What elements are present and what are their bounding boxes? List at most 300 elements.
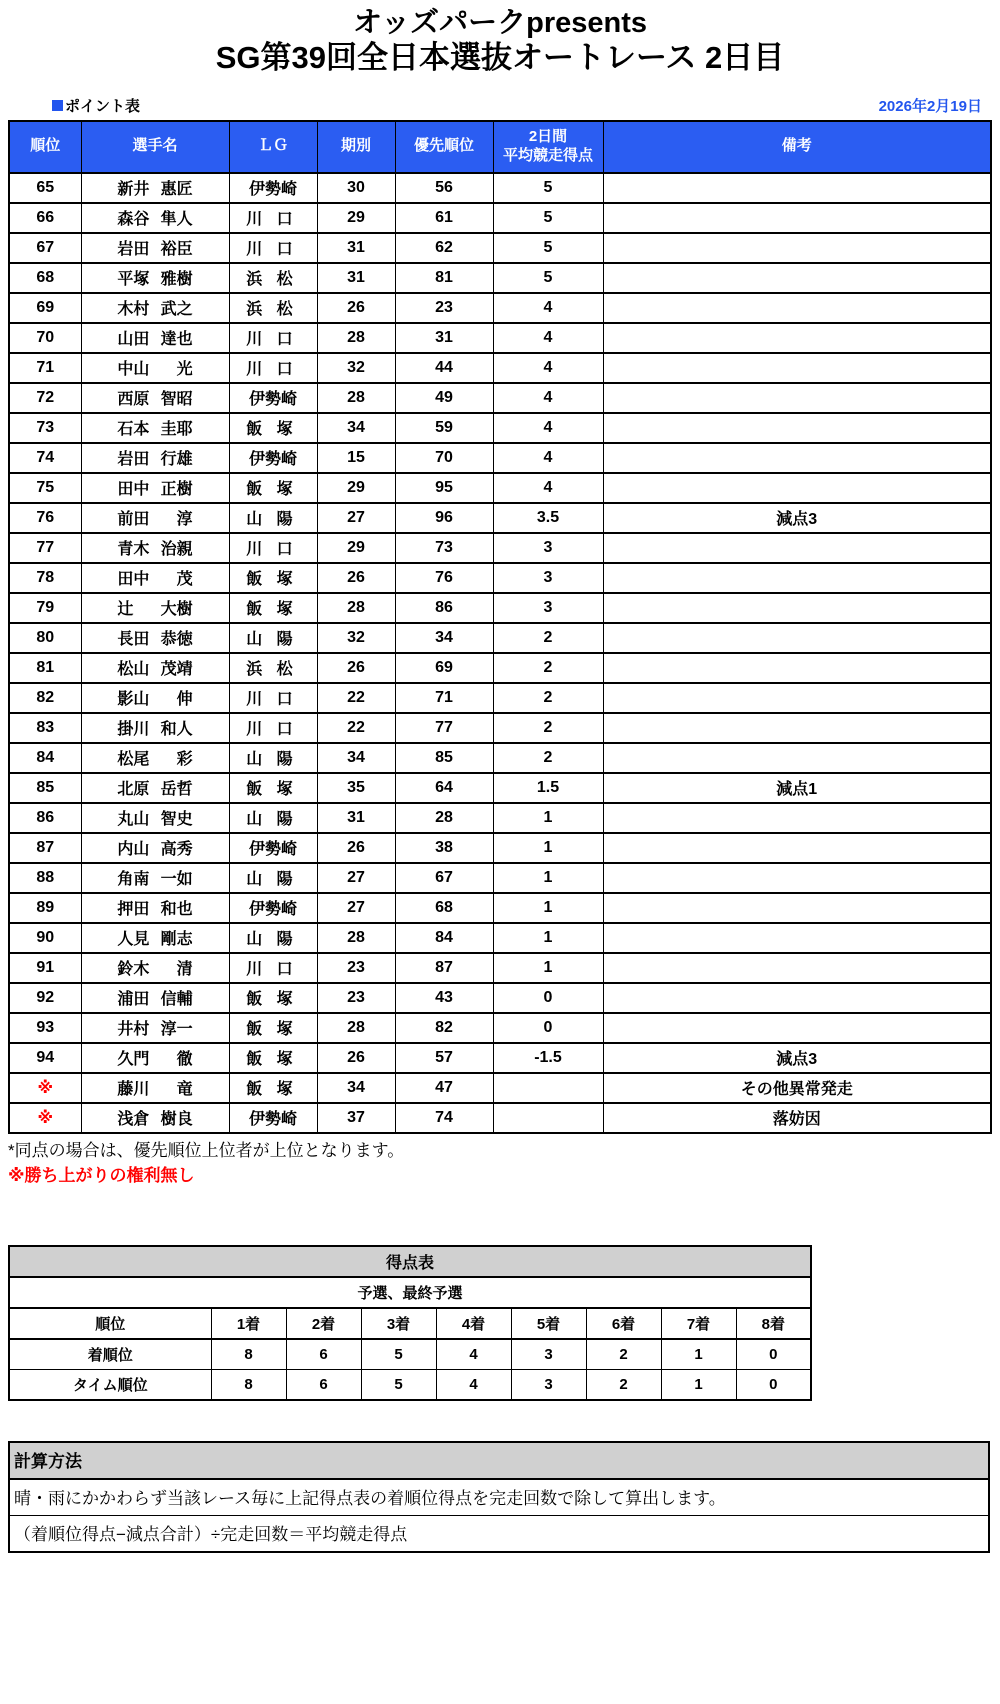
table-row [9,893,991,923]
column-header-priority: 優先順位 [395,121,493,173]
cell-lg [229,1073,317,1103]
cell-average-points: 1 [493,923,603,953]
cell-priority: 70 [395,443,493,473]
score-value: 6 [286,1339,361,1370]
player-surname: 北原 [117,781,150,799]
cell-priority: 96 [395,503,493,533]
score-header-placement: 2着 [286,1308,361,1339]
table-row [9,1103,991,1133]
lg-value: 川口 [246,241,307,259]
table-row [9,623,991,653]
cell-player-name [81,353,229,383]
lg-value: 伊勢崎 [248,1111,297,1129]
cell-priority: 43 [395,983,493,1013]
lg-value: 山陽 [246,511,307,529]
cell-average-points: 1 [493,893,603,923]
cell-average-points: 5 [493,233,603,263]
player-given-name: 一如 [160,871,193,889]
lg-value: 伊勢崎 [248,901,297,919]
table-row [9,833,991,863]
cell-kibetsu: 27 [317,503,395,533]
cell-player-name [81,1103,229,1133]
player-surname: 長田 [117,631,150,649]
table-row [9,503,991,533]
score-table-subtitle-row [9,1277,811,1308]
column-header-lg: ＬＧ [229,121,317,173]
page-title-block [0,0,1000,77]
cell-kibetsu: 32 [317,623,395,653]
player-given-name: 高秀 [160,841,193,859]
cell-priority: 68 [395,893,493,923]
player-surname: 久門 [117,1051,150,1069]
lg-value: 飯塚 [246,1021,307,1039]
cell-player-name [81,653,229,683]
player-surname: 田中 [117,481,150,499]
player-surname: 木村 [117,301,150,319]
player-surname: 丸山 [117,811,150,829]
cell-remark [603,353,991,383]
table-row [9,593,991,623]
cell-remark [603,1013,991,1043]
cell-remark [603,893,991,923]
cell-average-points: 2 [493,713,603,743]
cell-remark [603,593,991,623]
player-given-name: 治親 [160,541,193,559]
cell-lg [229,353,317,383]
cell-priority: 59 [395,413,493,443]
score-value: 8 [211,1339,286,1370]
lg-value: 飯塚 [246,991,307,1009]
cell-rank: ※ [9,1103,81,1133]
cell-player-name [81,323,229,353]
player-surname: 田中 [117,571,150,589]
cell-remark [603,563,991,593]
cell-lg [229,863,317,893]
cell-player-name [81,173,229,203]
score-value: 3 [511,1339,586,1370]
table-row [9,563,991,593]
player-surname: 山田 [117,331,150,349]
cell-player-name [81,983,229,1013]
player-surname: 岩田 [117,241,150,259]
player-given-name: 清 [176,961,193,979]
table-row [9,863,991,893]
lg-value: 川口 [246,541,307,559]
score-header-placement: 1着 [211,1308,286,1339]
cell-remark [603,923,991,953]
score-table-title: 得点表 [9,1246,811,1277]
lg-value: 飯塚 [246,601,307,619]
calc-line2-row [9,1515,989,1552]
cell-lg [229,773,317,803]
cell-average-points: 2 [493,623,603,653]
player-given-name: 竜 [176,1081,193,1099]
player-given-name: 和人 [160,721,193,739]
cell-player-name [81,503,229,533]
title-line-primary: オッズパークpresents [352,7,647,39]
calculation-method-container [8,1441,990,1553]
score-table-container [8,1245,990,1401]
lg-value: 伊勢崎 [248,841,297,859]
cell-remark: 減点1 [603,773,991,803]
table-row [9,653,991,683]
player-surname: 前田 [117,511,150,529]
cell-priority: 38 [395,833,493,863]
player-given-name: 行雄 [160,451,193,469]
cell-kibetsu: 37 [317,1103,395,1133]
cell-priority: 85 [395,743,493,773]
cell-lg [229,503,317,533]
table-row [9,533,991,563]
table-row [9,923,991,953]
table-row [9,713,991,743]
cell-kibetsu: 22 [317,713,395,743]
score-header-placement: 4着 [436,1308,511,1339]
cell-average-points: 1 [493,953,603,983]
cell-average-points: -1.5 [493,1043,603,1073]
cell-player-name [81,953,229,983]
cell-player-name [81,623,229,653]
cell-lg [229,743,317,773]
cell-kibetsu: 23 [317,983,395,1013]
table-row [9,953,991,983]
lg-value: 飯塚 [246,1051,307,1069]
cell-average-points: 4 [493,383,603,413]
cell-rank: 72 [9,383,81,413]
cell-kibetsu: 26 [317,563,395,593]
player-given-name: 惠匠 [160,181,193,199]
cell-lg [229,233,317,263]
cell-remark [603,383,991,413]
cell-priority: 82 [395,1013,493,1043]
table-row [9,353,991,383]
cell-lg [229,413,317,443]
cell-average-points: 4 [493,293,603,323]
cell-priority: 44 [395,353,493,383]
cell-remark [603,293,991,323]
score-value: 2 [586,1339,661,1370]
table-row [9,1073,991,1103]
cell-lg [229,653,317,683]
blue-square-bullet-icon [52,100,63,111]
cell-priority: 34 [395,623,493,653]
cell-priority: 86 [395,593,493,623]
lg-value: 山陽 [246,811,307,829]
cell-rank: 67 [9,233,81,263]
cell-kibetsu: 26 [317,1043,395,1073]
player-given-name: 和也 [160,901,193,919]
cell-player-name [81,743,229,773]
cell-kibetsu: 31 [317,233,395,263]
cell-kibetsu: 29 [317,533,395,563]
cell-kibetsu: 28 [317,383,395,413]
cell-kibetsu: 31 [317,263,395,293]
points-section-header [52,95,992,116]
cell-player-name [81,533,229,563]
score-table-header-row [9,1308,811,1339]
cell-player-name [81,803,229,833]
cell-player-name [81,1043,229,1073]
player-given-name: 雅樹 [160,271,193,289]
cell-remark [603,203,991,233]
cell-kibetsu: 27 [317,893,395,923]
cell-rank: ※ [9,1073,81,1103]
footnote-2: ※勝ち上がりの権利無し [8,1166,195,1186]
cell-average-points [493,1103,603,1133]
lg-value: 飯塚 [246,1081,307,1099]
lg-value: 山陽 [246,871,307,889]
player-given-name: 正樹 [160,481,193,499]
score-value: 6 [286,1369,361,1400]
lg-value: 浜松 [246,271,307,289]
player-given-name: 淳 [176,511,193,529]
cell-average-points: 4 [493,473,603,503]
cell-remark [603,833,991,863]
score-header-placement: 8着 [736,1308,811,1339]
player-surname: 新井 [117,181,150,199]
cell-rank: 93 [9,1013,81,1043]
lg-value: 飯塚 [246,481,307,499]
cell-rank: 77 [9,533,81,563]
cell-priority: 69 [395,653,493,683]
cell-player-name [81,713,229,743]
cell-priority: 67 [395,863,493,893]
lg-value: 伊勢崎 [248,181,297,199]
cell-player-name [81,293,229,323]
cell-rank: 91 [9,953,81,983]
player-surname: 鈴木 [117,961,150,979]
score-value: 1 [661,1369,736,1400]
table-row [9,1013,991,1043]
table-row [9,293,991,323]
cell-priority: 74 [395,1103,493,1133]
cell-rank: 78 [9,563,81,593]
cell-priority: 47 [395,1073,493,1103]
cell-average-points [493,1073,603,1103]
cell-priority: 57 [395,1043,493,1073]
cell-priority: 76 [395,563,493,593]
player-surname: 藤川 [117,1081,150,1099]
player-surname: 浦田 [117,991,150,1009]
cell-remark [603,443,991,473]
cell-player-name [81,593,229,623]
cell-rank: 65 [9,173,81,203]
lg-value: 伊勢崎 [248,451,297,469]
player-surname: 石本 [117,421,150,439]
table-row [9,803,991,833]
points-section-label: ポイント表 [65,97,141,115]
cell-remark [603,683,991,713]
player-surname: 浅倉 [117,1111,150,1129]
cell-priority: 31 [395,323,493,353]
column-header-rank: 順位 [9,121,81,173]
points-table-body [9,173,991,1133]
lg-value: 飯塚 [246,421,307,439]
score-value: 4 [436,1339,511,1370]
lg-value: 川口 [246,691,307,709]
cell-average-points: 1 [493,803,603,833]
cell-kibetsu: 26 [317,653,395,683]
cell-remark: 減点3 [603,503,991,533]
cell-priority: 49 [395,383,493,413]
cell-average-points: 5 [493,263,603,293]
cell-rank: 86 [9,803,81,833]
title-line-secondary: SG第39回全日本選抜オートレース 2日目 [215,40,785,76]
score-header-placement: 7着 [661,1308,736,1339]
player-given-name: 達也 [160,331,193,349]
cell-average-points: 5 [493,173,603,203]
player-surname: 平塚 [117,271,150,289]
cell-lg [229,833,317,863]
cell-kibetsu: 15 [317,443,395,473]
cell-remark [603,533,991,563]
cell-priority: 28 [395,803,493,833]
cell-average-points: 1.5 [493,773,603,803]
calc-title: 計算方法 [9,1442,989,1479]
player-surname: 井村 [117,1021,150,1039]
table-row [9,983,991,1013]
calc-description-line-1: 晴・雨にかかわらず当該レース毎に上記得点表の着順位得点を完走回数で除して算出します。 [9,1479,989,1516]
player-surname: 松尾 [117,751,150,769]
cell-remark [603,863,991,893]
player-given-name: 武之 [160,301,193,319]
lg-value: 伊勢崎 [248,391,297,409]
cell-kibetsu: 29 [317,473,395,503]
lg-value: 山陽 [246,631,307,649]
score-value: 0 [736,1339,811,1370]
cell-average-points: 3 [493,533,603,563]
cell-remark [603,233,991,263]
table-row [9,743,991,773]
cell-rank: 68 [9,263,81,293]
score-value: 1 [661,1339,736,1370]
cell-kibetsu: 28 [317,1013,395,1043]
player-surname: 西原 [117,391,150,409]
cell-player-name [81,683,229,713]
cell-remark [603,743,991,773]
table-row [9,323,991,353]
cell-kibetsu: 32 [317,353,395,383]
cell-kibetsu: 26 [317,833,395,863]
table-row [9,233,991,263]
score-table-row [9,1339,811,1370]
lg-value: 川口 [246,361,307,379]
cell-lg [229,323,317,353]
cell-rank: 89 [9,893,81,923]
calc-formula-line-2: （着順位得点−減点合計）÷完走回数＝平均競走得点 [9,1515,989,1552]
cell-kibetsu: 28 [317,923,395,953]
cell-average-points: 2 [493,683,603,713]
cell-kibetsu: 28 [317,593,395,623]
cell-lg [229,533,317,563]
cell-priority: 56 [395,173,493,203]
cell-remark: 落妨因 [603,1103,991,1133]
cell-lg [229,563,317,593]
player-given-name: 樹良 [160,1111,193,1129]
cell-lg [229,383,317,413]
score-table-body [9,1339,811,1400]
player-surname: 岩田 [117,451,150,469]
table-row [9,683,991,713]
cell-lg [229,803,317,833]
player-surname: 内山 [117,841,150,859]
cell-remark [603,413,991,443]
player-given-name: 裕臣 [160,241,193,259]
score-value: 8 [211,1369,286,1400]
player-surname: 影山 [117,691,150,709]
lg-value: 浜松 [246,661,307,679]
cell-player-name [81,833,229,863]
column-header-remark: 備考 [603,121,991,173]
table-row [9,203,991,233]
cell-kibetsu: 30 [317,173,395,203]
cell-player-name [81,863,229,893]
cell-priority: 62 [395,233,493,263]
cell-average-points: 4 [493,353,603,383]
player-surname: 角南 [117,871,150,889]
cell-average-points: 3.5 [493,503,603,533]
cell-remark [603,323,991,353]
cell-priority: 81 [395,263,493,293]
cell-average-points: 3 [493,563,603,593]
cell-lg [229,473,317,503]
cell-remark: その他異常発走 [603,1073,991,1103]
player-surname: 人見 [117,931,150,949]
score-value: 2 [586,1369,661,1400]
cell-lg [229,983,317,1013]
cell-kibetsu: 26 [317,293,395,323]
points-table-container [8,120,990,1134]
player-given-name: 光 [176,361,193,379]
cell-average-points: 1 [493,833,603,863]
player-given-name: 彩 [176,751,193,769]
score-value: 5 [361,1339,436,1370]
cell-lg [229,623,317,653]
score-row-label: タイム順位 [9,1369,211,1400]
cell-average-points: 4 [493,413,603,443]
cell-player-name [81,443,229,473]
cell-rank: 79 [9,593,81,623]
player-given-name: 伸 [176,691,193,709]
player-surname: 中山 [117,361,150,379]
points-section-label-group [52,95,140,116]
player-given-name: 大樹 [160,601,193,619]
player-given-name: 智史 [160,811,193,829]
cell-rank: 83 [9,713,81,743]
cell-priority: 61 [395,203,493,233]
cell-player-name [81,1013,229,1043]
score-header-placement: 5着 [511,1308,586,1339]
table-row [9,473,991,503]
cell-rank: 92 [9,983,81,1013]
player-given-name: 茂 [176,571,193,589]
cell-average-points: 5 [493,203,603,233]
player-surname: 押田 [117,901,150,919]
cell-lg [229,593,317,623]
cell-kibetsu: 31 [317,803,395,833]
cell-lg [229,293,317,323]
score-table-title-row [9,1246,811,1277]
cell-remark [603,653,991,683]
footnotes-block [8,1138,1000,1189]
cell-remark [603,263,991,293]
cell-average-points: 4 [493,443,603,473]
player-given-name: 岳哲 [160,781,193,799]
column-header-points-line2: 平均競走得点 [502,146,593,164]
score-row-label: 着順位 [9,1339,211,1370]
lg-value: 飯塚 [246,781,307,799]
lg-value: 川口 [246,961,307,979]
